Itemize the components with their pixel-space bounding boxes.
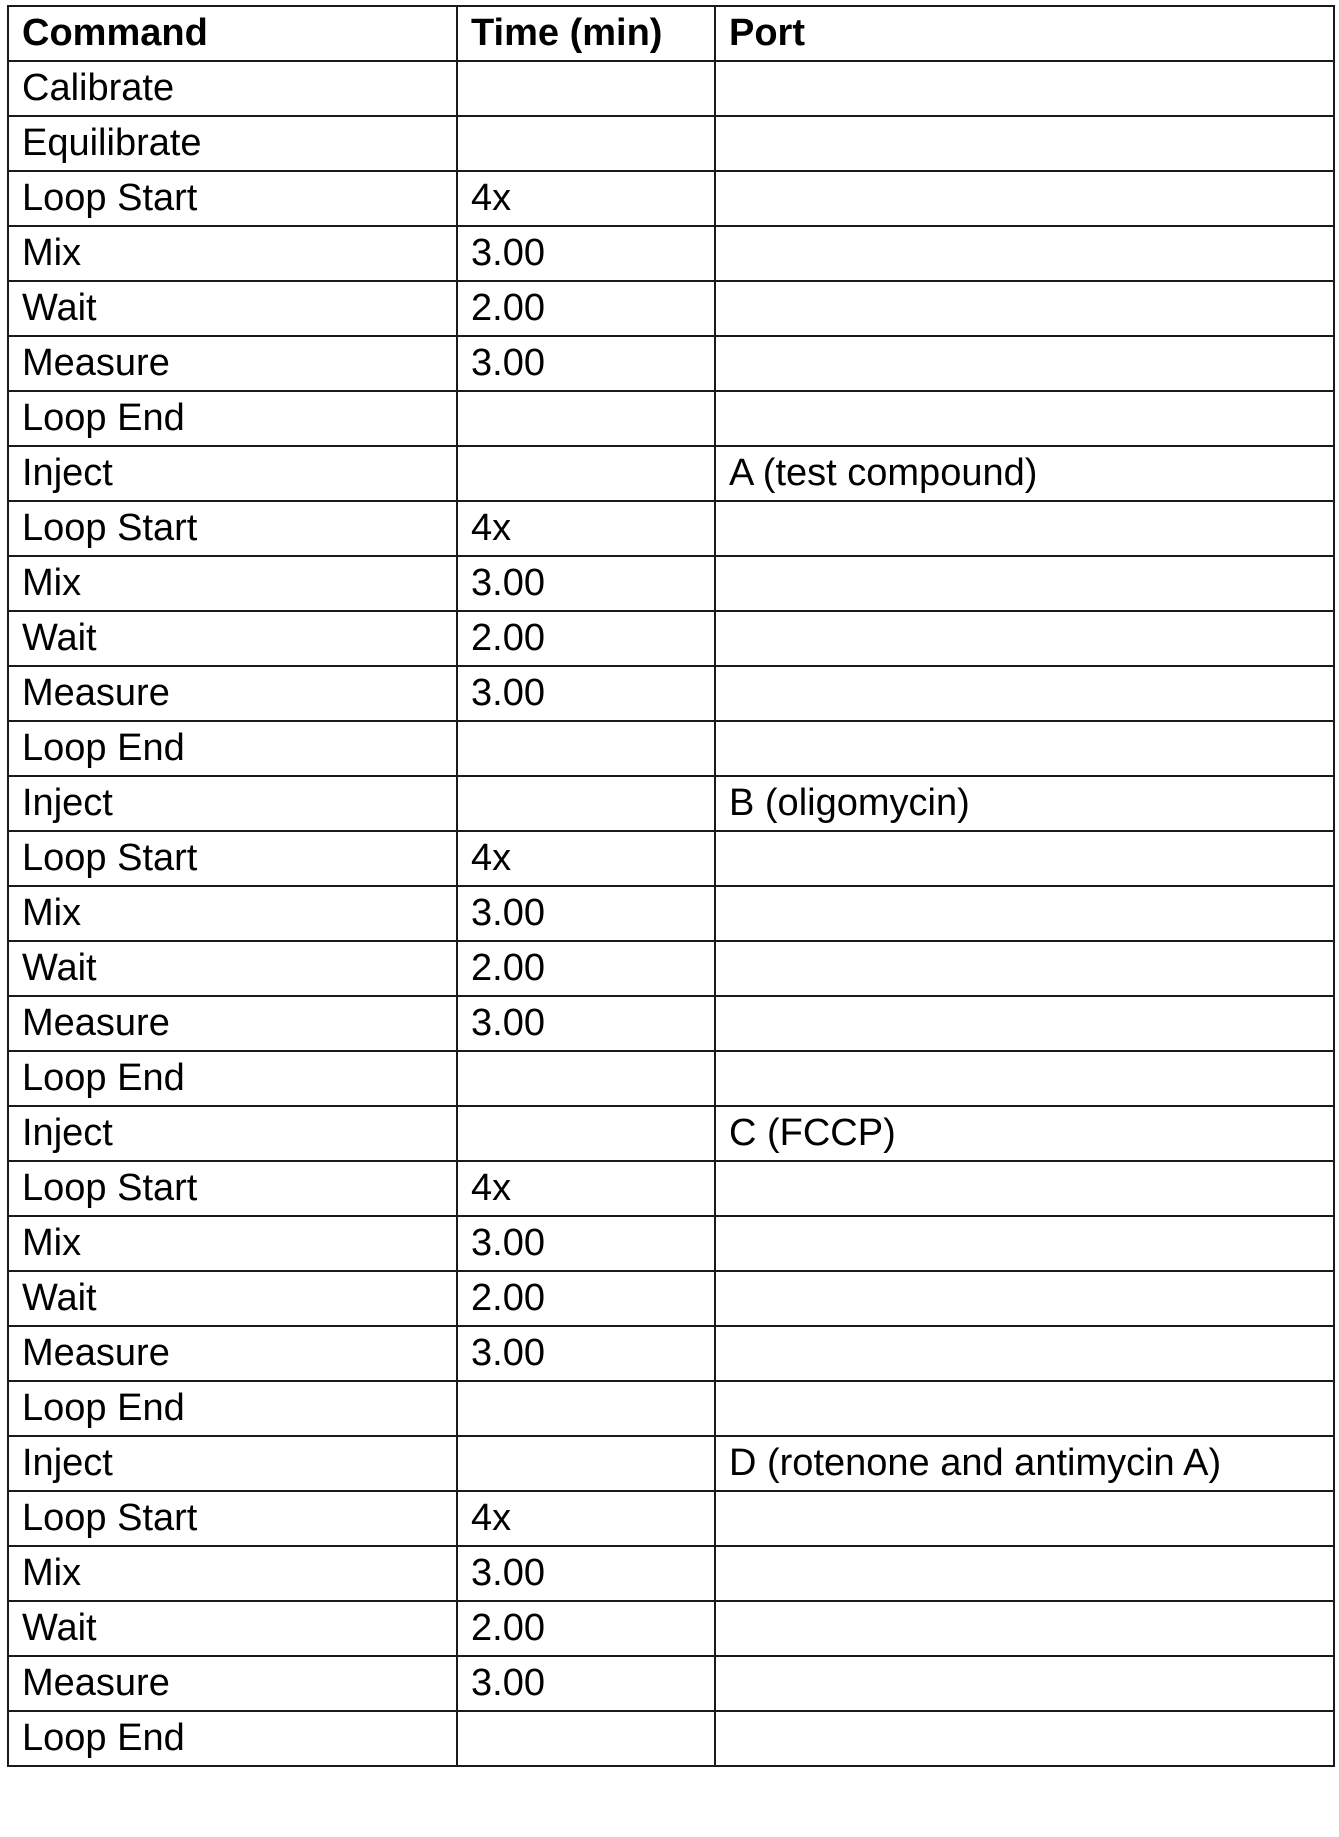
cell-time: 3.00 bbox=[457, 1546, 715, 1601]
cell-time: 3.00 bbox=[457, 556, 715, 611]
table-row bbox=[8, 1436, 1334, 1491]
cell-time: 3.00 bbox=[457, 1326, 715, 1381]
cell-command: Wait bbox=[8, 1601, 457, 1656]
table-row bbox=[8, 556, 1334, 611]
cell-command: Mix bbox=[8, 1546, 457, 1601]
cell-port bbox=[715, 996, 1334, 1051]
cell-time bbox=[457, 721, 715, 776]
cell-time: 3.00 bbox=[457, 1216, 715, 1271]
cell-port bbox=[715, 171, 1334, 226]
cell-port bbox=[715, 611, 1334, 666]
cell-time: 2.00 bbox=[457, 281, 715, 336]
cell-time: 3.00 bbox=[457, 886, 715, 941]
cell-port bbox=[715, 1601, 1334, 1656]
cell-time: 2.00 bbox=[457, 1271, 715, 1326]
cell-command: Wait bbox=[8, 611, 457, 666]
cell-port bbox=[715, 1326, 1334, 1381]
cell-time: 3.00 bbox=[457, 996, 715, 1051]
table-row bbox=[8, 1216, 1334, 1271]
table-row bbox=[8, 776, 1334, 831]
table-row bbox=[8, 721, 1334, 776]
cell-time: 4x bbox=[457, 501, 715, 556]
cell-command: Measure bbox=[8, 1326, 457, 1381]
cell-command: Calibrate bbox=[8, 61, 457, 116]
cell-time: 4x bbox=[457, 1491, 715, 1546]
column-header-command: Command bbox=[8, 6, 457, 61]
cell-command: Inject bbox=[8, 446, 457, 501]
cell-command: Mix bbox=[8, 1216, 457, 1271]
table-row bbox=[8, 831, 1334, 886]
cell-time: 4x bbox=[457, 171, 715, 226]
cell-time: 2.00 bbox=[457, 611, 715, 666]
table-body bbox=[8, 61, 1334, 1766]
cell-time: 4x bbox=[457, 1161, 715, 1216]
cell-time bbox=[457, 116, 715, 171]
cell-port bbox=[715, 941, 1334, 996]
cell-port bbox=[715, 336, 1334, 391]
cell-port bbox=[715, 1216, 1334, 1271]
cell-port bbox=[715, 721, 1334, 776]
table-row bbox=[8, 666, 1334, 721]
cell-command: Loop Start bbox=[8, 831, 457, 886]
table-row bbox=[8, 501, 1334, 556]
cell-time bbox=[457, 1436, 715, 1491]
cell-time: 3.00 bbox=[457, 336, 715, 391]
table-row bbox=[8, 61, 1334, 116]
cell-command: Measure bbox=[8, 1656, 457, 1711]
table-row bbox=[8, 391, 1334, 446]
table-row bbox=[8, 336, 1334, 391]
table-row bbox=[8, 1106, 1334, 1161]
cell-command: Wait bbox=[8, 1271, 457, 1326]
cell-time bbox=[457, 1051, 715, 1106]
table-row bbox=[8, 116, 1334, 171]
cell-command: Loop Start bbox=[8, 1491, 457, 1546]
cell-time: 2.00 bbox=[457, 1601, 715, 1656]
column-header-time: Time (min) bbox=[457, 6, 715, 61]
cell-port bbox=[715, 281, 1334, 336]
table-row bbox=[8, 281, 1334, 336]
cell-time bbox=[457, 446, 715, 501]
cell-time: 2.00 bbox=[457, 941, 715, 996]
cell-command: Loop End bbox=[8, 721, 457, 776]
cell-command: Measure bbox=[8, 666, 457, 721]
column-header-port: Port bbox=[715, 6, 1334, 61]
cell-port bbox=[715, 666, 1334, 721]
cell-port bbox=[715, 61, 1334, 116]
cell-command: Measure bbox=[8, 336, 457, 391]
table-row bbox=[8, 446, 1334, 501]
cell-port: C (FCCP) bbox=[715, 1106, 1334, 1161]
table-row bbox=[8, 941, 1334, 996]
cell-port: D (rotenone and antimycin A) bbox=[715, 1436, 1334, 1491]
cell-command: Wait bbox=[8, 941, 457, 996]
cell-command: Inject bbox=[8, 1106, 457, 1161]
cell-command: Loop End bbox=[8, 391, 457, 446]
table-row bbox=[8, 1656, 1334, 1711]
table-row bbox=[8, 1546, 1334, 1601]
table-row bbox=[8, 1381, 1334, 1436]
cell-time: 3.00 bbox=[457, 666, 715, 721]
cell-command: Measure bbox=[8, 996, 457, 1051]
cell-time bbox=[457, 1106, 715, 1161]
cell-port bbox=[715, 1271, 1334, 1326]
cell-command: Mix bbox=[8, 556, 457, 611]
cell-command: Loop Start bbox=[8, 501, 457, 556]
cell-port bbox=[715, 116, 1334, 171]
table-row bbox=[8, 1491, 1334, 1546]
cell-port bbox=[715, 1161, 1334, 1216]
cell-command: Inject bbox=[8, 1436, 457, 1491]
cell-command: Loop End bbox=[8, 1051, 457, 1106]
table-row bbox=[8, 611, 1334, 666]
cell-time: 3.00 bbox=[457, 226, 715, 281]
cell-time bbox=[457, 61, 715, 116]
table-row bbox=[8, 1271, 1334, 1326]
table-row bbox=[8, 226, 1334, 281]
cell-time: 4x bbox=[457, 831, 715, 886]
cell-command: Mix bbox=[8, 226, 457, 281]
cell-port bbox=[715, 1051, 1334, 1106]
cell-time bbox=[457, 776, 715, 831]
cell-port bbox=[715, 1381, 1334, 1436]
cell-time: 3.00 bbox=[457, 1656, 715, 1711]
table-row bbox=[8, 1161, 1334, 1216]
cell-port bbox=[715, 831, 1334, 886]
cell-port bbox=[715, 226, 1334, 281]
cell-port bbox=[715, 391, 1334, 446]
cell-command: Mix bbox=[8, 886, 457, 941]
cell-port: A (test compound) bbox=[715, 446, 1334, 501]
cell-port bbox=[715, 1546, 1334, 1601]
cell-port bbox=[715, 1711, 1334, 1766]
cell-command: Loop End bbox=[8, 1711, 457, 1766]
table-header bbox=[8, 6, 1334, 61]
cell-time bbox=[457, 1381, 715, 1436]
table-row bbox=[8, 886, 1334, 941]
protocol-table bbox=[7, 5, 1335, 1767]
cell-command: Loop End bbox=[8, 1381, 457, 1436]
cell-command: Loop Start bbox=[8, 1161, 457, 1216]
table-row bbox=[8, 171, 1334, 226]
header-row bbox=[8, 6, 1334, 61]
cell-port: B (oligomycin) bbox=[715, 776, 1334, 831]
cell-command: Wait bbox=[8, 281, 457, 336]
table-row bbox=[8, 1601, 1334, 1656]
cell-time bbox=[457, 391, 715, 446]
cell-command: Loop Start bbox=[8, 171, 457, 226]
table-row bbox=[8, 1326, 1334, 1381]
table-row bbox=[8, 996, 1334, 1051]
cell-port bbox=[715, 501, 1334, 556]
cell-port bbox=[715, 886, 1334, 941]
cell-command: Equilibrate bbox=[8, 116, 457, 171]
cell-port bbox=[715, 1491, 1334, 1546]
cell-time bbox=[457, 1711, 715, 1766]
cell-port bbox=[715, 1656, 1334, 1711]
cell-command: Inject bbox=[8, 776, 457, 831]
table-row bbox=[8, 1051, 1334, 1106]
cell-port bbox=[715, 556, 1334, 611]
table-row bbox=[8, 1711, 1334, 1766]
